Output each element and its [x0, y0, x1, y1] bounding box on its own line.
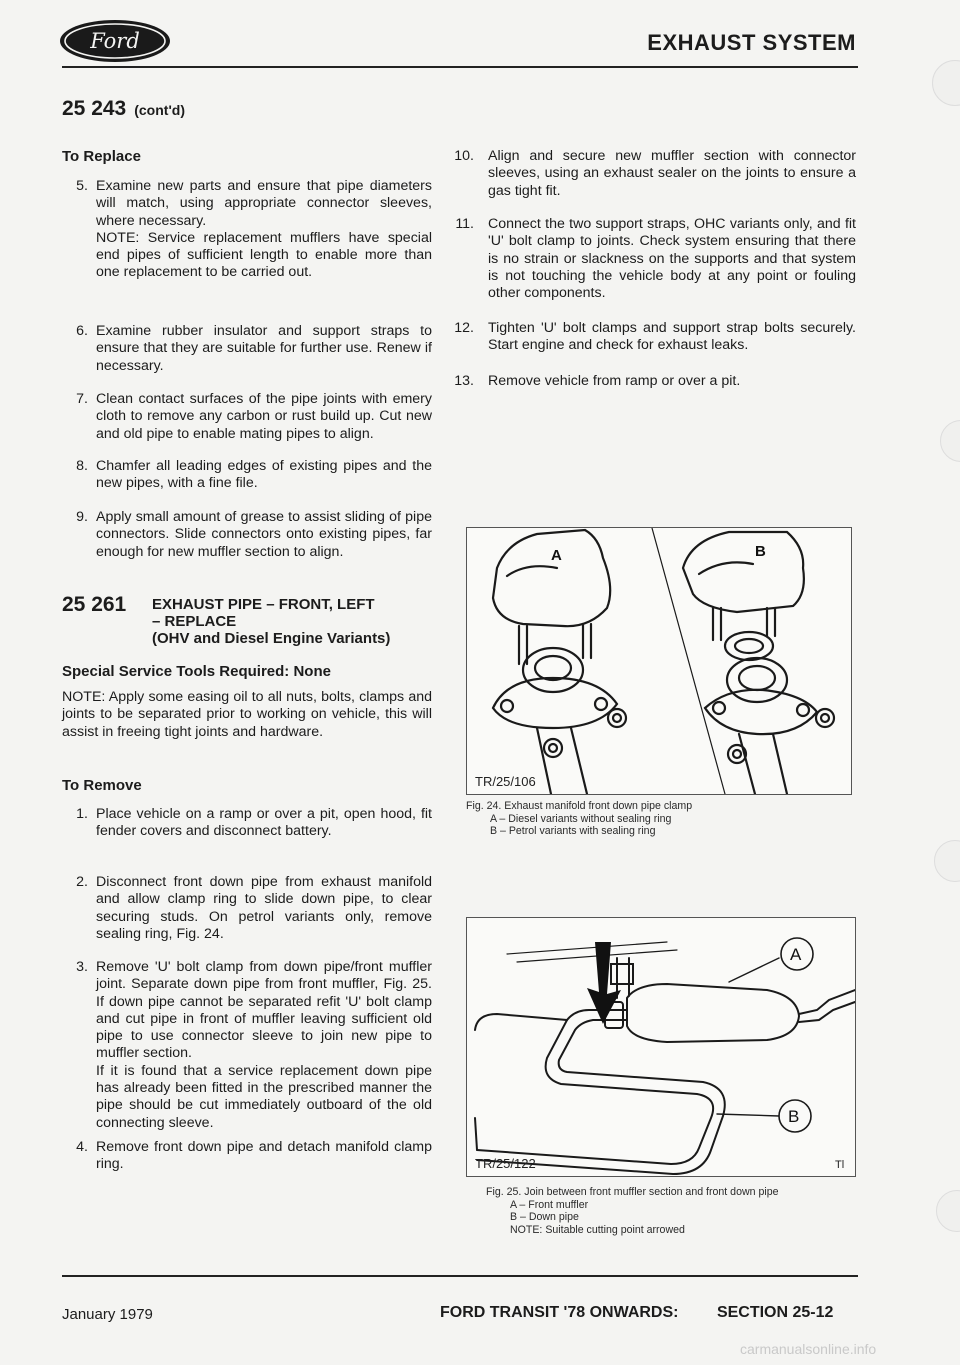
step-text-extra: If it is found that a service replacement down pipe has already been fitted in the prescribed manner the pipe should be cut immediately outboard of the old connecting sleeve.	[96, 1062, 432, 1131]
step-number: 7.	[76, 391, 88, 407]
step-text: Place vehicle on a ramp or over a pit, open hood, fit fender covers and disconnect battery.	[96, 806, 432, 840]
header-rule	[62, 66, 858, 68]
figure-25-caption-a: A – Front muffler	[510, 1198, 589, 1211]
figure-24-caption	[466, 800, 856, 838]
figure-25	[466, 917, 856, 1177]
figure-24-caption-title: Fig. 24. Exhaust manifold front down pipe clamp	[466, 800, 693, 812]
step-text: Connect the two support straps, OHC variants only, and fit 'U' bolt clamp to joints. Check system ensuring that there is no strain or slackness on the supports and that system is not touching the vehicle body at any point or fouling other components.	[488, 216, 856, 302]
remove-heading: To Remove	[62, 777, 142, 794]
step-text: Remove vehicle from ramp or over a pit.	[488, 373, 741, 389]
section-number-b: 25 261	[62, 593, 127, 616]
tools-heading: Special Service Tools Required: None	[62, 663, 331, 680]
section-b-title-line-1: EXHAUST PIPE – FRONT, LEFT	[152, 596, 375, 613]
figure-24-caption-b: B – Petrol variants with sealing ring	[490, 825, 656, 838]
step-text: Disconnect front down pipe from exhaust manifold and allow clamp ring to slide down pipe, to clear securing studs. On petrol variants only, remove sealing ring, Fig. 24.	[96, 874, 432, 942]
footer-title: FORD TRANSIT '78 ONWARDS:	[440, 1304, 679, 1321]
figure-24	[466, 527, 852, 795]
step-text: Examine new parts and ensure that pipe diameters will match, using appropriate connector sleeves, where necessary.	[96, 178, 432, 229]
binding-hole	[934, 840, 960, 882]
step-note: NOTE: Service replacement mufflers have special end pipes of sufficient length to enable more than one replacement to be carried out.	[96, 229, 432, 281]
step-number: 2.	[76, 874, 88, 890]
footer-section: SECTION 25-12	[716, 1304, 834, 1321]
step-text: Align and secure new muffler section with connector sleeves, using an exhaust sealer on the joints to ensure a gas tight fit.	[488, 148, 856, 199]
step-text: Remove 'U' bolt clamp from down pipe/front muffler joint. Separate down pipe from front muffler, Fig. 25. If down pipe cannot be separated refit 'U' bolt clamp and cut pipe in front of muffler leaving sufficient old pipe to use connector sleeve to join new pipe to muffler section.	[96, 959, 432, 1062]
step-number: 6.	[76, 323, 88, 339]
figure-25-label-b: B	[788, 1107, 800, 1126]
figure-24-caption-a: A – Diesel variants without sealing ring	[490, 812, 672, 825]
step-text: Remove front down pipe and detach manifold clamp ring.	[96, 1139, 432, 1173]
figure-25-ref: TR/25/122	[475, 1156, 536, 1171]
muffler-joint-illustration	[467, 918, 855, 1176]
binding-hole	[940, 420, 960, 462]
section-b-title-line-3: (OHV and Diesel Engine Variants)	[152, 630, 391, 647]
figure-24-label-a: A	[551, 547, 562, 564]
figure-25-corner-mark: Tl	[835, 1159, 845, 1171]
replace-heading: To Replace	[62, 148, 141, 165]
binding-hole	[932, 60, 960, 106]
section-b-title	[152, 596, 390, 647]
step-number: 4.	[76, 1139, 88, 1155]
step-text: Examine rubber insulator and support straps to ensure that they are suitable for further use. Renew if necessary.	[96, 323, 432, 374]
easing-note: NOTE: Apply some easing oil to all nuts, bolts, clamps and joints to be separated prior to working on vehicle, this will assist in freeing tight joints and hardware.	[62, 689, 432, 740]
figure-25-caption-title: Fig. 25. Join between front muffler section and front down pipe	[486, 1186, 779, 1198]
step-text: Apply small amount of grease to assist sliding of pipe connectors. Slide connectors onto existing pipes, far enough for new muffler section to align.	[96, 509, 432, 560]
step-number: 11.	[455, 216, 474, 232]
figure-24-label-b: B	[755, 543, 766, 560]
section-b-title-line-2: – REPLACE	[152, 613, 237, 630]
step-text: Tighten 'U' bolt clamps and support strap bolts securely. Start engine and check for exhaust leaks.	[488, 320, 856, 354]
figure-24-ref: TR/25/106	[475, 774, 536, 789]
ford-logo	[58, 18, 172, 64]
step-text: Clean contact surfaces of the pipe joints with emery cloth to remove any carbon or rust build up. Cut new and old pipe to enable mating pipes to align.	[96, 391, 432, 442]
figure-25-caption-b: B – Down pipe	[510, 1211, 579, 1224]
step-number: 1.	[76, 806, 88, 822]
section-cont: (cont'd)	[134, 102, 185, 118]
step-number: 9.	[76, 509, 88, 525]
step-number: 10.	[454, 148, 474, 164]
footer-title-block	[440, 1304, 860, 1322]
step-text: Chamfer all leading edges of existing pipes and the new pipes, with a fine file.	[96, 458, 432, 492]
step-number: 8.	[76, 458, 88, 474]
section-number: 25 243	[62, 97, 127, 120]
section-heading	[62, 97, 185, 121]
manifold-clamp-illustration	[467, 528, 851, 794]
step-number: 13.	[454, 373, 474, 389]
footer-rule	[62, 1275, 858, 1277]
figure-25-caption-note: NOTE: Suitable cutting point arrowed	[510, 1223, 685, 1236]
step-number: 12.	[454, 320, 474, 336]
figure-25-label-a: A	[790, 945, 802, 964]
figure-25-caption	[486, 1186, 858, 1236]
step-number: 3.	[76, 959, 88, 975]
footer-date: January 1979	[62, 1306, 153, 1323]
watermark: carmanualsonline.info	[740, 1341, 877, 1357]
step-number: 5.	[76, 178, 88, 194]
binding-hole	[936, 1190, 960, 1232]
page-header-title: EXHAUST SYSTEM	[647, 30, 856, 55]
ford-logo-text: Ford	[90, 29, 140, 53]
